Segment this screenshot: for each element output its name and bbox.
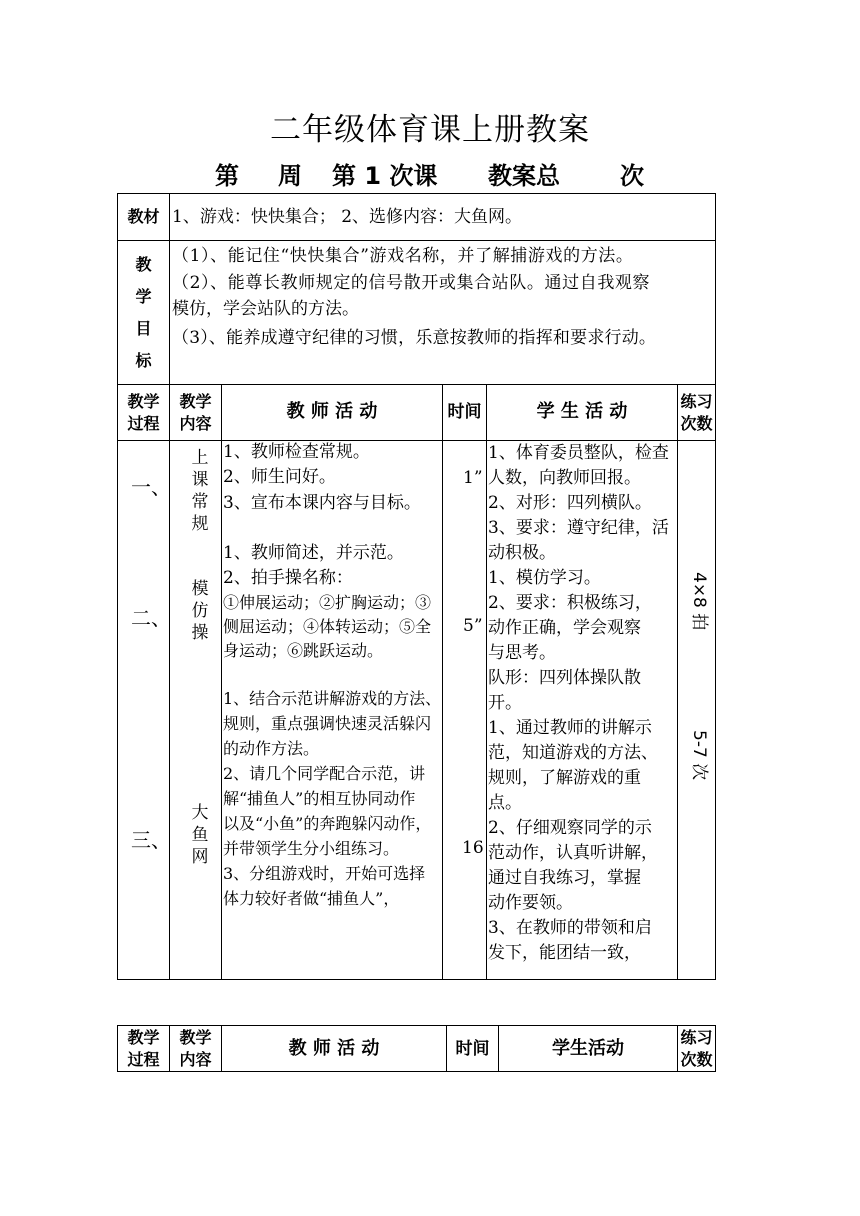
- process-2: 二、: [131, 606, 171, 630]
- subtitle-total-unit: 次: [620, 162, 644, 190]
- subtitle-week-unit: 周: [278, 162, 302, 190]
- table2-header-content: 教学 内容: [179, 1028, 212, 1069]
- table2-header-time: 时间: [455, 1039, 490, 1059]
- subtitle-week: 第: [215, 162, 239, 190]
- materials-label: 教材: [127, 207, 160, 226]
- objective-line: （2）、能尊长教师规定的信号散开或集合站队。通过自我观察: [172, 273, 651, 293]
- process-3: 三、: [131, 828, 171, 852]
- objective-line: 模仿，学会站队的方法。: [172, 299, 359, 319]
- teacher-line: 规则，重点强调快速灵活躲闪: [223, 714, 432, 733]
- count-1: 4×8 拍: [689, 572, 709, 631]
- teacher-line: 3、宣布本课内容与目标。: [223, 493, 421, 513]
- teacher-line: 1、结合示范讲解游戏的方法、: [223, 689, 442, 708]
- time-1: 1”: [463, 468, 483, 488]
- teacher-line: 1、教师检查常规。: [223, 442, 370, 462]
- table2-header-process: 教学 过程: [127, 1028, 160, 1069]
- teacher-line: 以及“小鱼”的奔跑躲闪动作，: [223, 814, 432, 833]
- table2-header-teacher: 教 师 活 动: [288, 1038, 380, 1059]
- page-title: 二年级体育课上册教案: [270, 112, 590, 148]
- teacher-line: 侧屈运动；④体转运动；⑤全: [223, 617, 432, 636]
- student-line: 点。: [488, 793, 522, 813]
- header-teacher: 教 师 活 动: [286, 401, 378, 422]
- student-line: 1、体育委员整队，检查: [488, 443, 669, 463]
- header-student: 学 生 活 动: [536, 401, 628, 422]
- teacher-line: 2、师生问好。: [223, 467, 336, 487]
- time-2: 5”: [463, 616, 483, 636]
- student-line: 开。: [488, 693, 522, 713]
- student-line: 1、通过教师的讲解示: [488, 718, 652, 738]
- student-line: 1、模仿学习。: [488, 568, 601, 588]
- objective-line: （3）、能养成遵守纪律的习惯，乐意按教师的指挥和要求行动。: [172, 328, 657, 348]
- header-time: 时间: [447, 402, 482, 422]
- student-line: 动积极。: [488, 543, 556, 563]
- subtitle-total: 教案总: [488, 162, 560, 190]
- student-line: 动作要领。: [488, 893, 573, 913]
- teacher-line: 的动作方法。: [223, 739, 320, 758]
- student-line: 范动作，认真听讲解，: [488, 843, 658, 863]
- student-line: 发下，能团结一致，: [488, 943, 641, 963]
- subtitle-lesson: 第 1 次课: [332, 162, 438, 190]
- teacher-line: 体力较好者做“捕鱼人”，: [223, 889, 400, 908]
- table2-header-count: 练习 次数: [680, 1028, 713, 1069]
- objectives-label: 教 学 目 标: [135, 255, 152, 370]
- student-line: 人数，向教师回报。: [488, 468, 641, 488]
- materials-content: 1、游戏：快快集合； 2、选修内容：大鱼网。: [172, 207, 523, 227]
- header-content: 教学 内容: [179, 392, 212, 433]
- teacher-line: 身运动；⑥跳跃运动。: [223, 641, 384, 660]
- student-line: 与思考。: [488, 643, 556, 663]
- content-2: 模 仿 操: [191, 579, 209, 643]
- header-process: 教学 过程: [127, 392, 160, 433]
- student-line: 2、要求：积极练习，: [488, 593, 652, 613]
- student-line: 队形：四列体操队散: [488, 668, 641, 688]
- student-line: 2、仔细观察同学的示: [488, 818, 652, 838]
- teacher-line: 解“捕鱼人”的相互协同动作: [223, 789, 416, 808]
- header-count: 练习 次数: [680, 392, 713, 433]
- teacher-line: 2、请几个同学配合示范，讲: [223, 764, 426, 783]
- time-3: 16: [462, 838, 484, 858]
- student-line: 范，知道游戏的方法、: [488, 743, 658, 763]
- content-3: 大 鱼 网: [191, 803, 209, 867]
- teacher-line: 2、拍手操名称：: [223, 568, 353, 588]
- student-line: 3、要求：遵守纪律，活: [488, 518, 669, 538]
- table2-header-student: 学生活动: [552, 1038, 624, 1059]
- student-line: 通过自我练习，掌握: [488, 868, 641, 888]
- count-2: 5-7 次: [689, 730, 709, 781]
- process-1: 一、: [131, 475, 171, 499]
- content-1: 上 课 常 规: [191, 448, 209, 534]
- teacher-line: 并带领学生分小组练习。: [223, 839, 400, 858]
- student-line: 2、对形：四列横队。: [488, 493, 652, 513]
- teacher-line: 1、教师简述，并示范。: [223, 543, 404, 563]
- teacher-line: 3、分组游戏时，开始可选择: [223, 864, 426, 883]
- student-line: 规则，了解游戏的重: [488, 768, 641, 788]
- teacher-line: ①伸展运动；②扩胸运动；③: [223, 593, 432, 612]
- student-line: 3、在教师的带领和启: [488, 918, 652, 938]
- student-line: 动作正确，学会观察: [488, 618, 641, 638]
- objective-line: （1）、能记住“快快集合”游戏名称，并了解捕游戏的方法。: [172, 246, 634, 266]
